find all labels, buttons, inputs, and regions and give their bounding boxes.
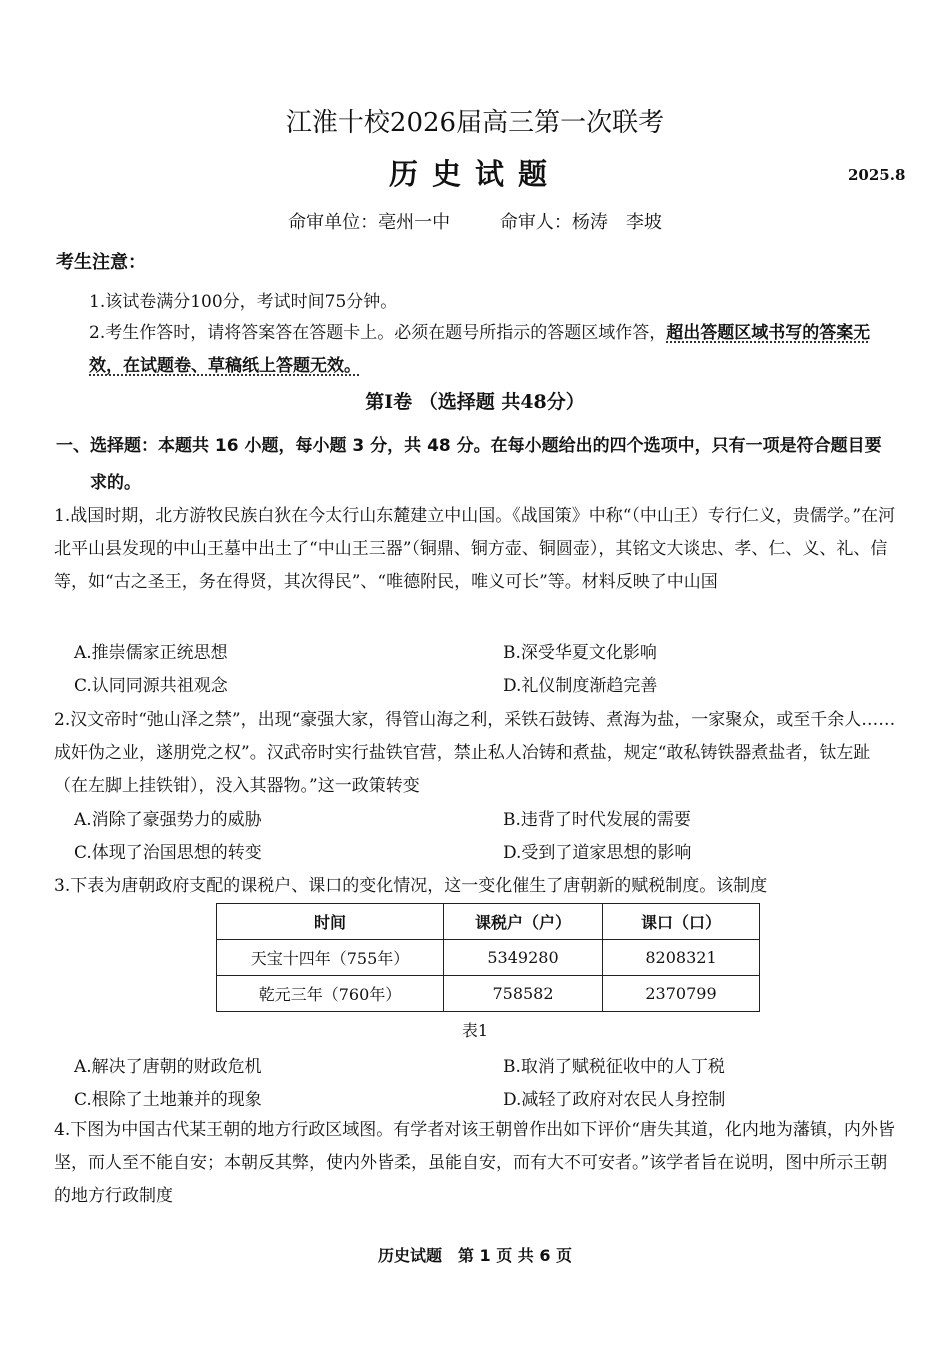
notice-item-2 (89, 317, 901, 383)
section-line-2: 求的。 (90, 473, 141, 493)
question-1-option-a: A.推崇儒家正统思想 (74, 643, 228, 663)
part-one-heading: 第Ⅰ卷 （选择题 共48分） (365, 391, 585, 413)
authors-line (0, 208, 950, 234)
table-row (217, 940, 760, 976)
table-cell: 8208321 (603, 940, 760, 976)
table-cell: 天宝十四年（755年） (217, 940, 444, 976)
question-2-option-b: B.违背了时代发展的需要 (503, 810, 691, 830)
question-2-option-c: C.体现了治国思想的转变 (74, 843, 262, 863)
table-cell: 758582 (444, 976, 603, 1012)
notice-item-2-emphasis: 超出答题区域书写的答案无效，在试题卷、草稿纸上答题无效。 (89, 323, 871, 376)
table-header-cell: 课口（口） (603, 904, 760, 940)
exam-date: 2025.8 (848, 166, 906, 184)
question-3-option-a: A.解决了唐朝的财政危机 (74, 1057, 262, 1077)
question-3-option-c: C.根除了土地兼并的现象 (74, 1090, 262, 1110)
section-line-1: 一、选择题：本题共 16 小题，每小题 3 分，共 48 分。在每小题给出的四个选项中，只有一项是符合题目要 (56, 436, 882, 456)
question-1-option-b: B.深受华夏文化影响 (503, 643, 657, 663)
reviewers: 命审人：杨涛 李坡 (499, 212, 662, 233)
table-cell: 2370799 (603, 976, 760, 1012)
table-caption: 表1 (461, 1021, 489, 1040)
question-3-option-d: D.减轻了政府对农民人身控制 (503, 1090, 726, 1110)
section-instructions (56, 428, 898, 502)
exam-title: 江淮十校2026届高三第一次联考 (285, 108, 665, 138)
notice-heading: 考生注意： (56, 252, 146, 273)
table-row (217, 976, 760, 1012)
table-cell: 5349280 (444, 940, 603, 976)
subject-title: 历史试题 (388, 157, 561, 191)
question-1-option-d: D.礼仪制度渐趋完善 (503, 676, 658, 696)
question-1-option-c: C.认同同源共祖观念 (74, 676, 228, 696)
table-cell: 乾元三年（760年） (217, 976, 444, 1012)
notice-item-1: 1.该试卷满分100分，考试时间75分钟。 (89, 292, 398, 312)
page-footer: 历史试题 第 1 页 共 6 页 (377, 1246, 573, 1265)
question-2-option-d: D.受到了道家思想的影响 (503, 843, 692, 863)
question-1-stem: 1.战国时期，北方游牧民族白狄在今太行山东麓建立中山国。《战国策》中称“（中山王）专行仁义，贵儒学。”在河北平山县发现的中山王墓中出土了“中山王三器”（铜鼎、铜方壶、铜圆壶），其铭文大谈忠、孝、仁、义、礼、信等，如“古之圣王，务在得贤，其次得民”、“唯德附民，唯义可长”等。材料反映了中山国 (54, 506, 896, 592)
question-2-option-a: A.消除了豪强势力的威胁 (74, 810, 262, 830)
question-2-stem: 2.汉文帝时“弛山泽之禁”，出现“豪强大家，得管山海之利，采铁石鼓铸、煮海为盐，一家聚众，或至千余人……成奸伪之业，遂朋党之权”。汉武帝时实行盐铁官营，禁止私人冶铸和煮盐，规定“敢私铸铁器煮盐者，钛左趾（在左脚上挂铁钳），没入其器物。”这一政策转变 (54, 710, 896, 796)
question-4-stem: 4.下图为中国古代某王朝的地方行政区域图。有学者对该王朝曾作出如下评价“唐失其道，化内地为藩镇，内外皆坚，而人至不能自安；本朝反其弊，使内外皆柔，虽能自安，而有大不可安者。”该学者旨在说明，图中所示王朝的地方行政制度 (54, 1120, 895, 1206)
table-header-cell: 课税户（户） (444, 904, 603, 940)
review-unit: 命审单位：亳州一中 (288, 212, 451, 233)
notice-item-2-text: 2.考生作答时，请将答案答在答题卡上。必须在题号所指示的答题区域作答， (89, 323, 667, 343)
question-3-stem: 3.下表为唐朝政府支配的课税户、课口的变化情况，这一变化催生了唐朝新的赋税制度。该制度 (54, 876, 768, 896)
table-header-row (217, 904, 760, 940)
table-header-cell: 时间 (217, 904, 444, 940)
data-table-1 (216, 903, 760, 1012)
question-3-option-b: B.取消了赋税征收中的人丁税 (503, 1057, 725, 1077)
